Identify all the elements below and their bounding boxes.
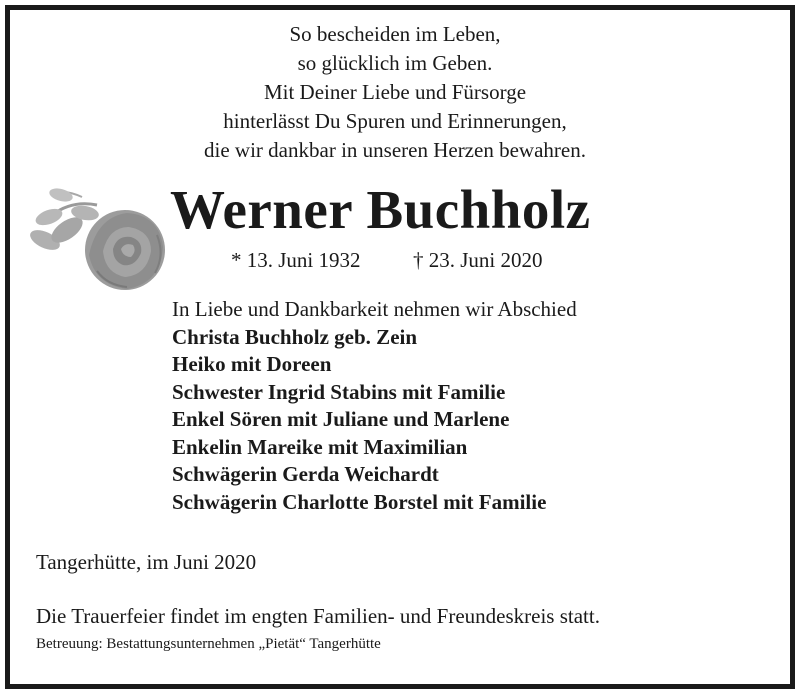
mourner-name: Enkelin Mareike mit Maximilian (172, 434, 468, 459)
poem-line: so glücklich im Geben. (297, 51, 493, 75)
death-date: † 23. Juni 2020 (413, 248, 543, 272)
mourners-intro: In Liebe und Dankbarkeit nehmen wir Abschied (172, 297, 577, 321)
poem-line: Mit Deiner Liebe und Fürsorge (263, 80, 527, 104)
place-and-date: Tangerhütte, im Juni 2020 (36, 550, 257, 574)
mourner-name: Heiko mit Doreen (172, 352, 332, 376)
ceremony-note: Die Trauerfeier findet im engten Familien- und Freundeskreis statt. (36, 604, 600, 628)
birth-date: * 13. Juni 1932 (231, 248, 361, 272)
mourner-name: Schwester Ingrid Stabins mit Familie (172, 379, 506, 404)
deceased-name: Werner Buchholz (170, 179, 591, 240)
poem-line: die wir dankbar in unseren Herzen bewahren. (204, 138, 586, 162)
mourner-name: Enkel Sören mit Juliane und Marlene (172, 407, 510, 431)
mourner-name: Schwägerin Gerda Weichardt (172, 462, 439, 486)
rose-icon (27, 185, 177, 295)
poem (0, 20, 790, 165)
poem-line: hinterlässt Du Spuren und Erinnerungen, (223, 109, 567, 133)
mourner-name: Christa Buchholz geb. Zein (172, 324, 418, 349)
mourners-list (172, 296, 577, 516)
undertaker-note: Betreuung: Bestattungsunternehmen „Pietät“ Tangerhütte (36, 636, 381, 652)
poem-line: So bescheiden im Leben, (289, 22, 501, 46)
mourner-name: Schwägerin Charlotte Borstel mit Familie (172, 489, 547, 514)
